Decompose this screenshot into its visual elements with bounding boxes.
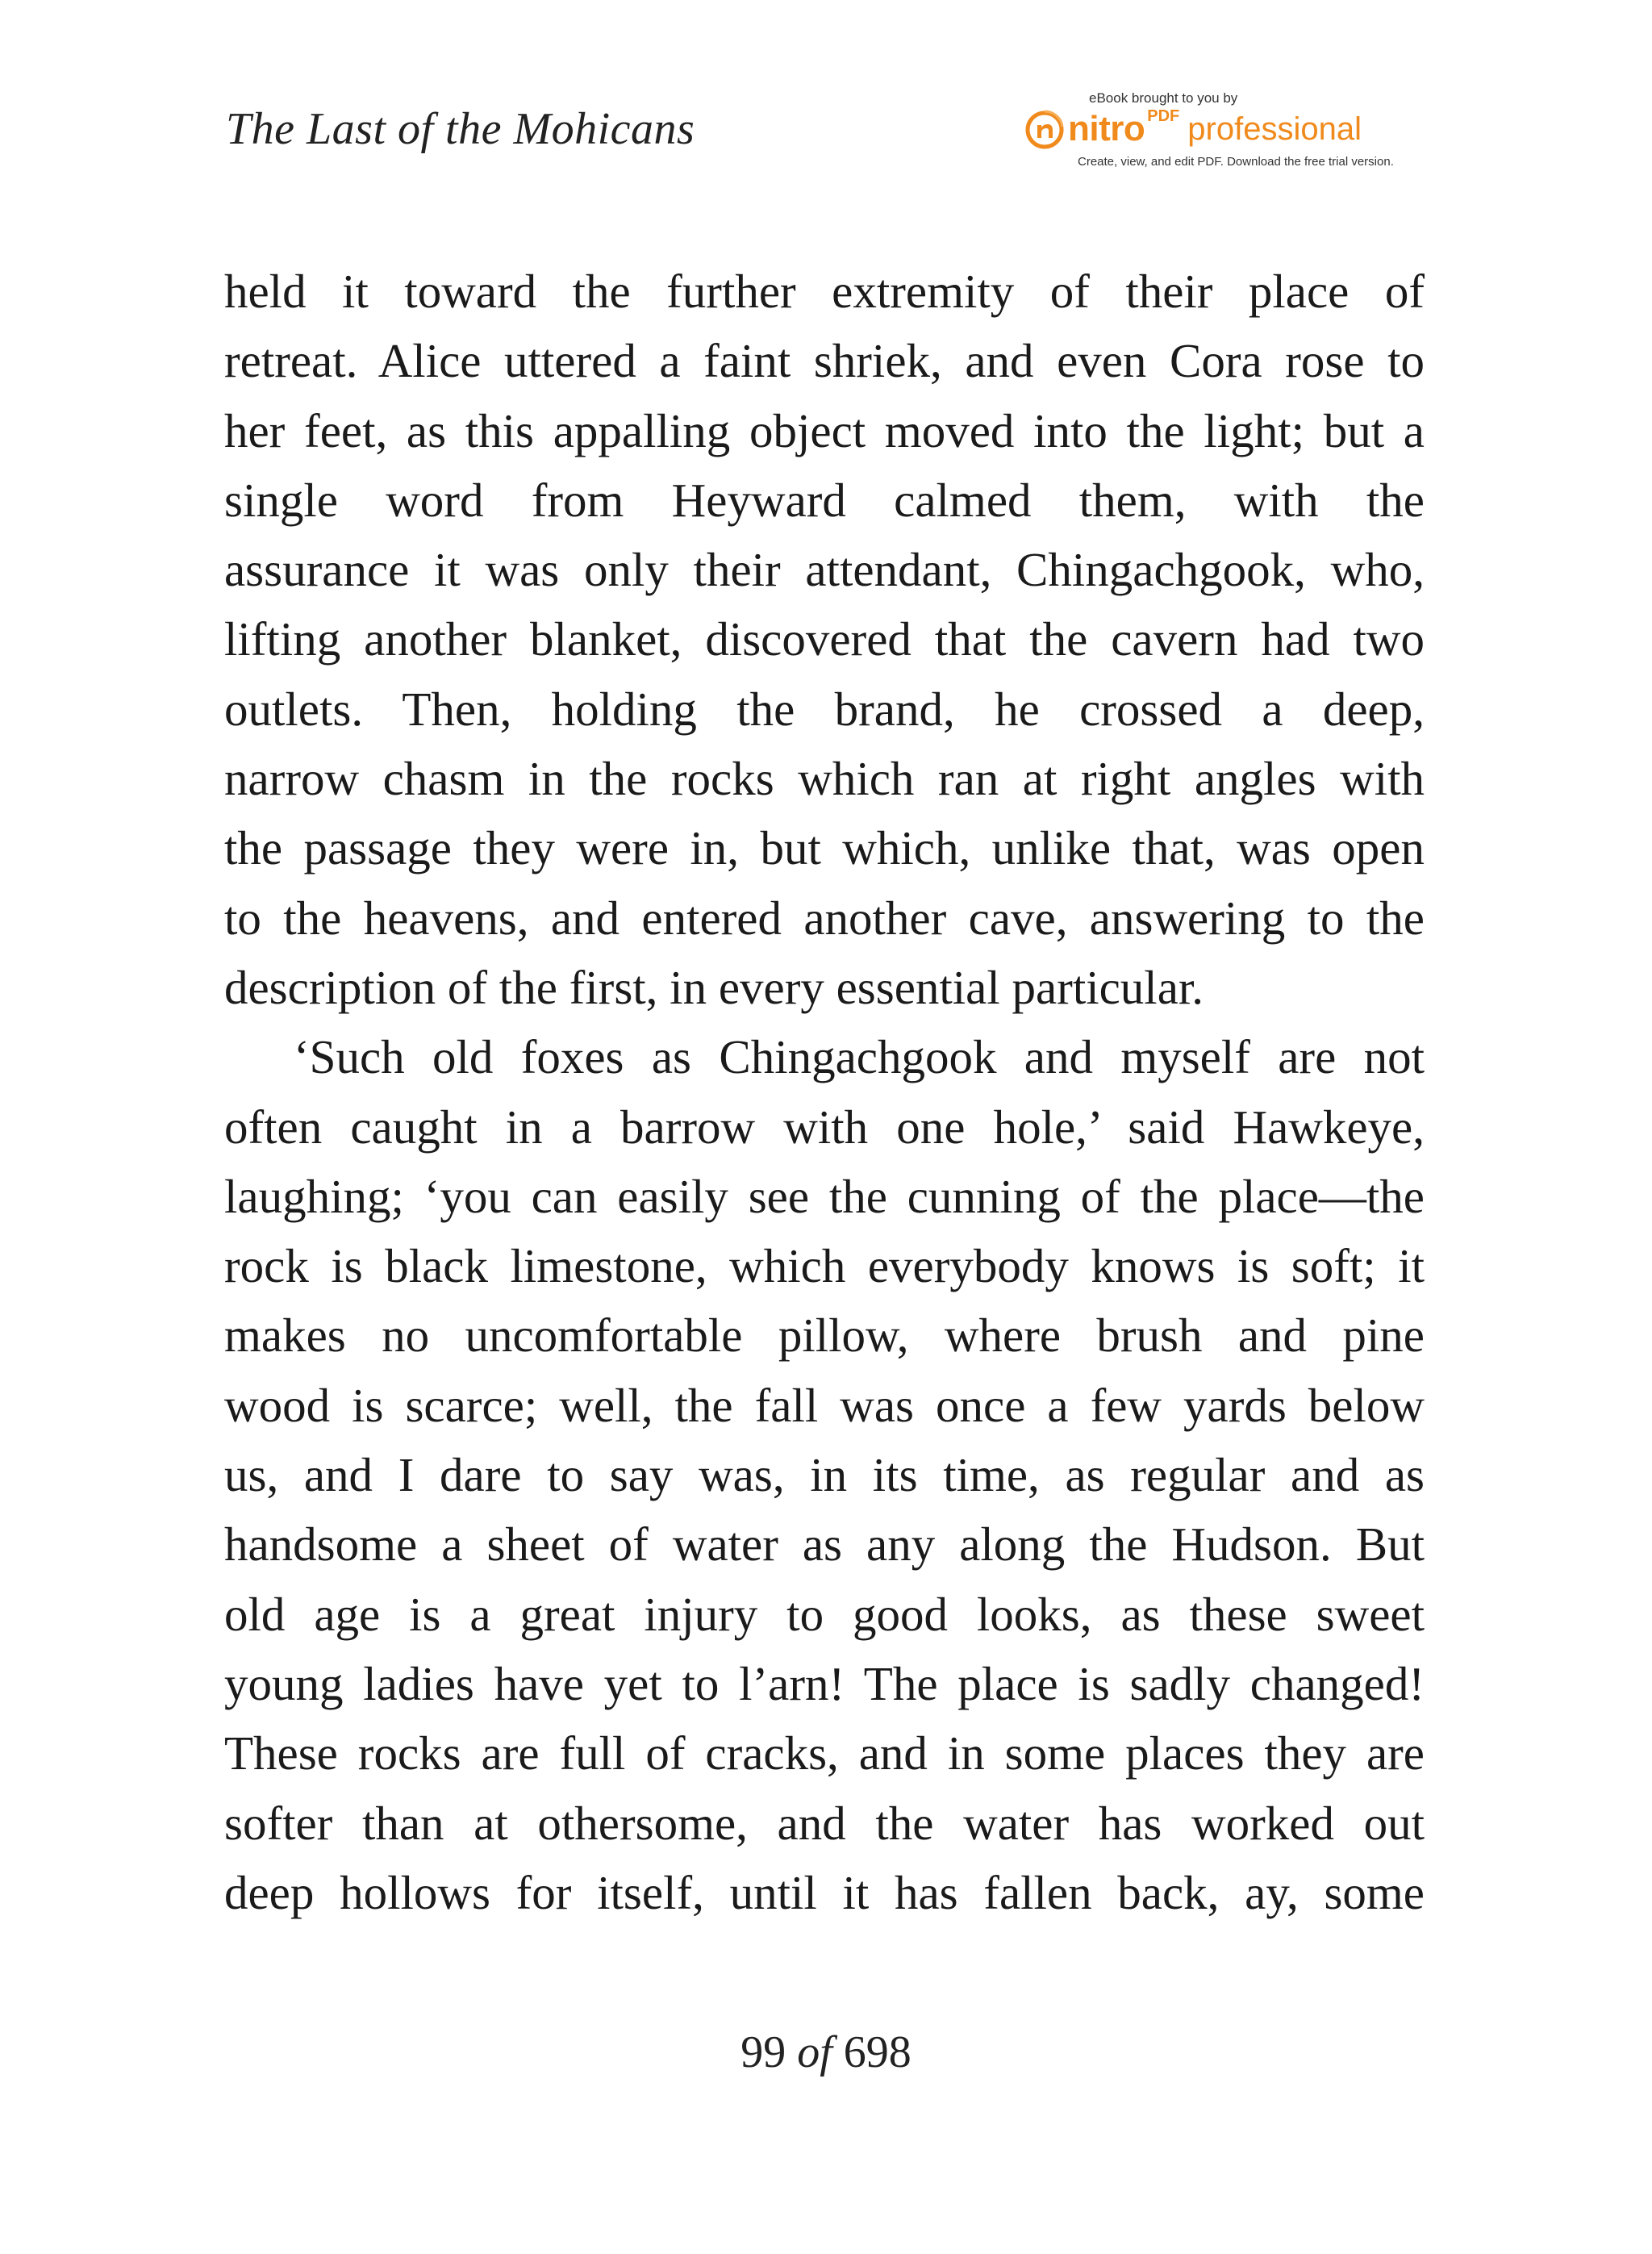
text-line: young ladies have yet to l’arn! The place is sadly changed!: [224, 1656, 1425, 1710]
text-line: narrow chasm in the rocks which ran at right angles with: [224, 752, 1425, 806]
text-line: often caught in a barrow with one hole,’ said Hawkeye,: [224, 1100, 1425, 1154]
text-line: laughing; ‘you can easily see the cunning of the place—the: [224, 1169, 1425, 1223]
current-page-number: 99: [740, 2027, 786, 2077]
text-line: handsome a sheet of water as any along the Hudson. But: [224, 1517, 1425, 1572]
page-body-text: [224, 257, 1425, 1927]
text-line: deep hollows for itself, until it has fallen back, ay, some: [224, 1865, 1425, 1919]
text-line: old age is a great injury to good looks, as these sweet: [224, 1587, 1425, 1641]
total-pages: 698: [843, 2027, 912, 2077]
text-line: single word from Heyward calmed them, with the: [224, 473, 1425, 527]
text-line: assurance it was only their attendant, Chingachgook, who,: [224, 543, 1425, 597]
text-line: description of the first, in every essential particular.: [224, 960, 1204, 1014]
nitro-logo: [1024, 108, 1362, 150]
running-header-title: The Last of the Mohicans: [226, 104, 695, 154]
text-line: the passage they were in, but which, unlike that, was open: [224, 821, 1425, 875]
text-line: rock is black limestone, which everybody knows is soft; it: [224, 1239, 1425, 1293]
banner-subline: Create, view, and edit PDF. Download the free trial version.: [1078, 155, 1394, 169]
text-line: her feet, as this appalling object moved into the light; but a: [224, 403, 1425, 457]
brand-superscript: PDF: [1147, 106, 1180, 125]
text-line: us, and I dare to say was, in its time, as regular and as: [224, 1448, 1425, 1502]
text-line: ‘Such old foxes as Chingachgook and myself are not: [294, 1030, 1425, 1084]
nitro-pdf-banner[interactable]: [1024, 90, 1404, 175]
text-line: wood is scarce; well, the fall was once a few yards below: [224, 1378, 1425, 1432]
text-line: makes no uncomfortable pillow, where brush and pine: [224, 1309, 1425, 1363]
product-name: professional: [1187, 111, 1362, 147]
banner-tagline: eBook brought to you by: [1089, 90, 1238, 106]
text-line: These rocks are full of cracks, and in some places they are: [224, 1726, 1425, 1780]
page-of-word: of: [797, 2027, 832, 2077]
text-line: held it toward the further extremity of their place of: [224, 265, 1425, 318]
text-line: lifting another blanket, discovered that the cavern had two: [224, 612, 1425, 666]
text-line: to the heavens, and entered another cave, answering to the: [224, 891, 1425, 945]
page-number-footer: [0, 2027, 1652, 2078]
nitro-logo-icon: [1024, 109, 1065, 149]
text-line: softer than at othersome, and the water has worked out: [224, 1796, 1425, 1850]
text-line: outlets. Then, holding the brand, he crossed a deep,: [224, 682, 1425, 736]
text-line: retreat. Alice uttered a faint shriek, and even Cora rose to: [224, 334, 1425, 388]
brand-name: nitro: [1068, 109, 1145, 148]
